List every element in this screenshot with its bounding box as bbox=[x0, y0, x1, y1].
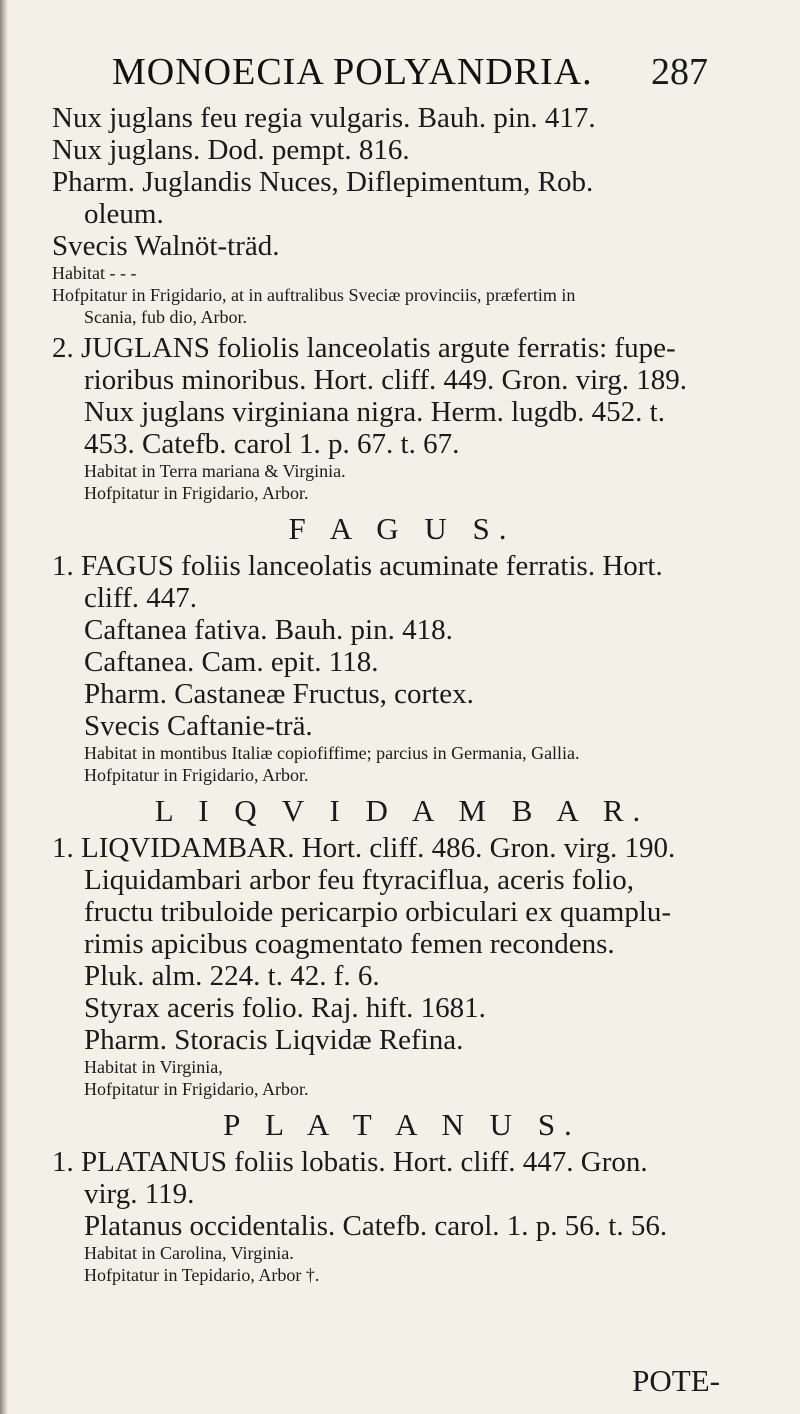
habitat-line: Habitat in Virginia, bbox=[84, 1057, 223, 1077]
text-line: Nux juglans feu regia vulgaris. Bauh. pin. 417. bbox=[52, 102, 596, 134]
text-line: Caftanea. Cam. epit. 118. bbox=[84, 646, 379, 678]
text-line: 1. FAGUS foliis lanceolatis acuminate ferratis. Hort. bbox=[52, 550, 663, 582]
text-line: 1. LIQVIDAMBAR. Hort. cliff. 486. Gron. virg. 190. bbox=[52, 832, 676, 864]
text-line: Pluk. alm. 224. t. 42. f. 6. bbox=[84, 960, 380, 992]
text-line: Svecis Caftanie-trä. bbox=[84, 710, 313, 742]
page-binding-edge bbox=[0, 0, 8, 1414]
habitat-line: Hofpitatur in Tepidario, Arbor †. bbox=[84, 1265, 320, 1285]
text-line: virg. 119. bbox=[84, 1178, 195, 1210]
text-line: oleum. bbox=[84, 198, 164, 230]
habitat-line: Hofpitatur in Frigidario, Arbor. bbox=[84, 483, 309, 503]
text-line: Styrax aceris folio. Raj. hift. 1681. bbox=[84, 992, 486, 1024]
catchword: POTE- bbox=[632, 1363, 720, 1398]
text-line: Pharm. Juglandis Nuces, Diflepimentum, Rob. bbox=[52, 166, 594, 198]
habitat-line: Hofpitatur in Frigidario, Arbor. bbox=[84, 765, 309, 785]
entry-juglans-regia bbox=[52, 102, 752, 328]
text-line: fructu tribuloide pericarpio orbiculari ex quamplu- bbox=[84, 896, 672, 928]
text-line: 2. JUGLANS foliolis lanceolatis argute ferratis: fupe- bbox=[52, 332, 676, 364]
text-line: Pharm. Castaneæ Fructus, cortex. bbox=[84, 678, 474, 710]
habitat-line: Scania, fub dio, Arbor. bbox=[84, 307, 247, 327]
text-line: Nux juglans. Dod. pempt. 816. bbox=[52, 134, 410, 166]
text-line: Liquidambari arbor feu ftyraciflua, aceris folio, bbox=[84, 864, 634, 896]
genus-heading-platanus: P L A T A N U S. bbox=[223, 1107, 581, 1142]
habitat-line: Hofpitatur in Frigidario, Arbor. bbox=[84, 1079, 309, 1099]
genus-heading-liquidambar: L I Q V I D A M B A R. bbox=[154, 793, 650, 828]
page-number: 287 bbox=[651, 51, 708, 93]
text-line: 1. PLATANUS foliis lobatis. Hort. cliff. 447. Gron. bbox=[52, 1146, 648, 1178]
genus-heading-fagus: F A G U S. bbox=[288, 511, 516, 546]
entry-platanus bbox=[52, 1146, 752, 1286]
habitat-line: Hofpitatur in Frigidario, at in auftralibus Sveciæ provinciis, præfertim in bbox=[52, 285, 576, 305]
text-line: Pharm. Storacis Liqvidæ Refina. bbox=[84, 1024, 464, 1056]
text-line: Nux juglans virginiana nigra. Herm. lugdb. 452. t. bbox=[84, 396, 665, 428]
entry-fagus bbox=[52, 550, 752, 786]
habitat-line: Habitat in Carolina, Virginia. bbox=[84, 1243, 294, 1263]
entry-juglans-nigra bbox=[52, 332, 752, 504]
page-body bbox=[52, 102, 752, 1290]
page-header bbox=[0, 50, 800, 100]
text-line: Caftanea fativa. Bauh. pin. 418. bbox=[84, 614, 453, 646]
text-line: cliff. 447. bbox=[84, 582, 198, 614]
text-line: Platanus occidentalis. Catefb. carol. 1. p. 56. t. 56. bbox=[84, 1210, 668, 1242]
text-line: Svecis Walnöt-träd. bbox=[52, 230, 280, 262]
text-line: rioribus minoribus. Hort. cliff. 449. Gron. virg. 189. bbox=[84, 364, 688, 396]
habitat-line: Habitat in montibus Italiæ copiofiffime; parcius in Germania, Gallia. bbox=[84, 743, 580, 763]
entry-liquidambar bbox=[52, 832, 752, 1100]
text-line: 453. Catefb. carol 1. p. 67. t. 67. bbox=[84, 428, 460, 460]
habitat-line: Habitat - - - bbox=[52, 263, 137, 283]
habitat-line: Habitat in Terra mariana & Virginia. bbox=[84, 461, 346, 481]
running-title: MONOECIA POLYANDRIA. bbox=[112, 51, 593, 93]
text-line: rimis apicibus coagmentato femen recondens. bbox=[84, 928, 615, 960]
